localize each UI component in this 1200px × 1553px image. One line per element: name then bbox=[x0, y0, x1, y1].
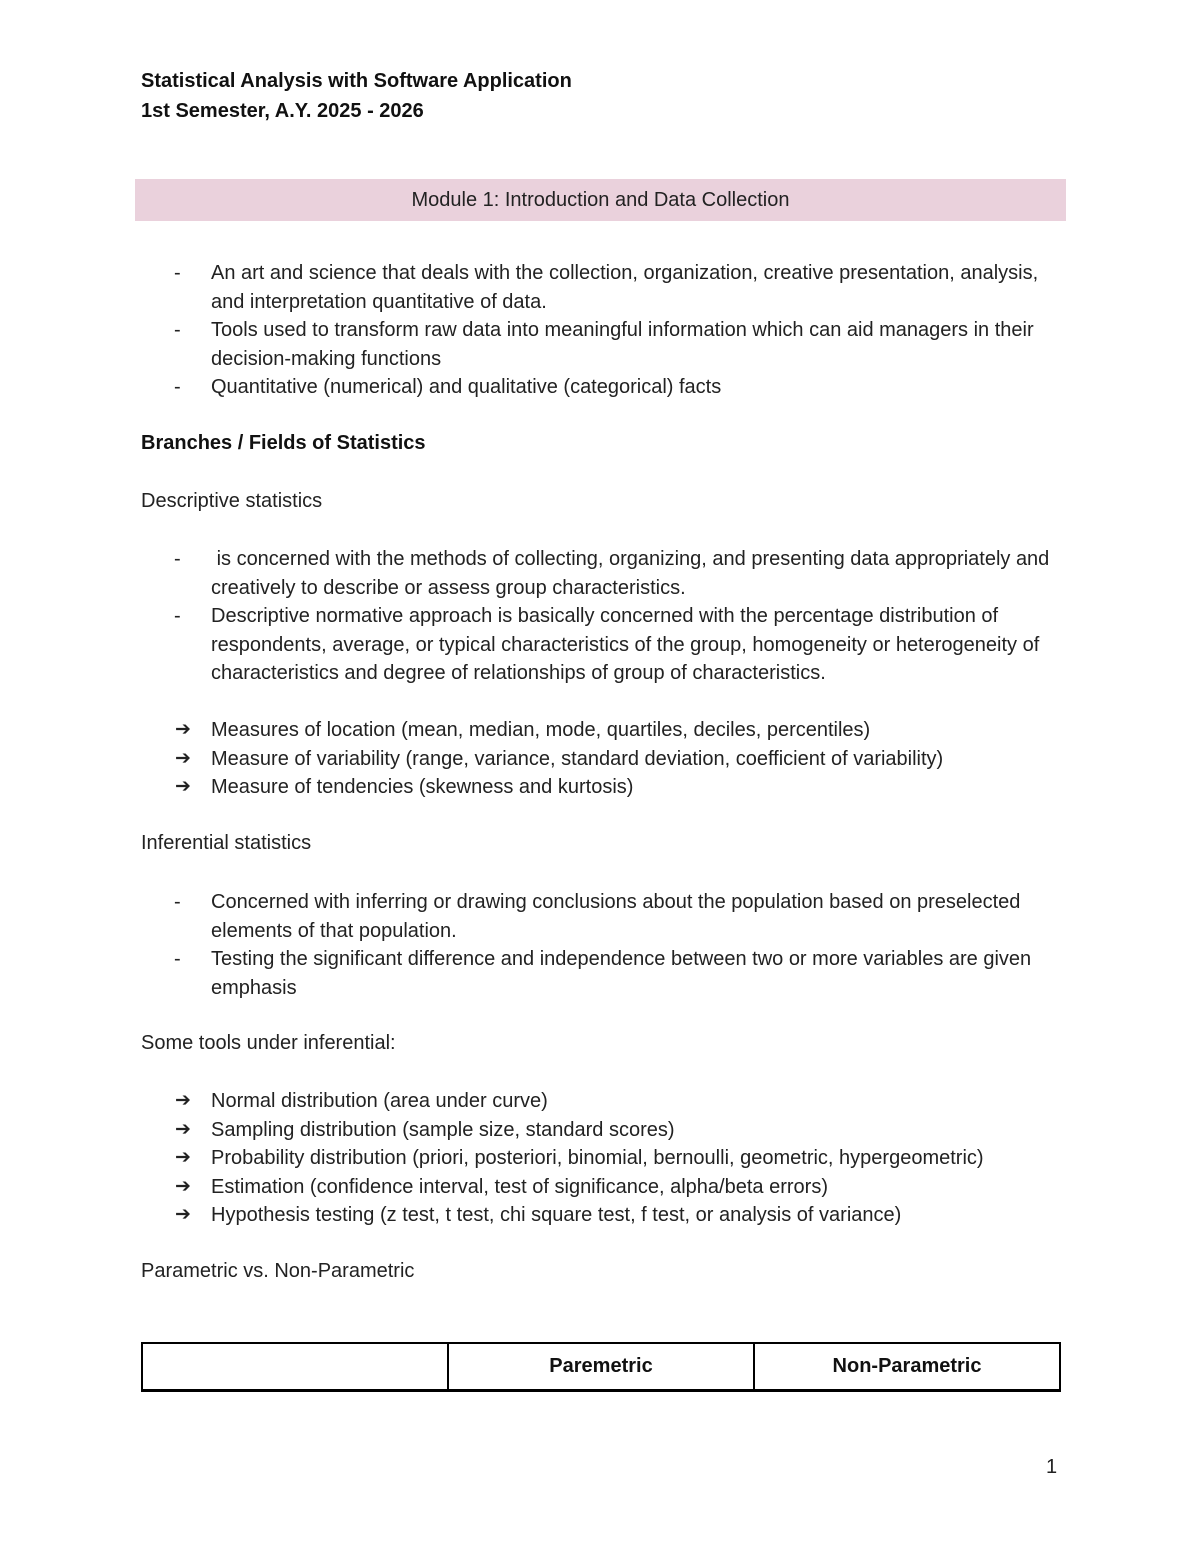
list-item: - Concerned with inferring or drawing conclusions about the population based on preselected elements of that population. bbox=[141, 888, 1061, 945]
dash-marker: - bbox=[174, 548, 181, 570]
arrow-icon: ➔ bbox=[175, 1090, 191, 1111]
inferential-tools-list bbox=[141, 1087, 1061, 1230]
list-item: ➔ Estimation (confidence interval, test of significance, alpha/beta errors) bbox=[141, 1173, 1061, 1202]
branches-heading: Branches / Fields of Statistics bbox=[141, 432, 426, 454]
list-item: - Quantitative (numerical) and qualitative (categorical) facts bbox=[141, 373, 1061, 402]
page-number: 1 bbox=[1046, 1456, 1058, 1478]
table-header-cell: Non-Parametric bbox=[754, 1343, 1060, 1391]
list-item: ➔ Measure of variability (range, variance, standard deviation, coefficient of variability) bbox=[141, 745, 1061, 774]
list-item: ➔ Normal distribution (area under curve) bbox=[141, 1087, 1061, 1116]
arrow-icon: ➔ bbox=[175, 1147, 191, 1168]
dash-marker: - bbox=[174, 262, 181, 284]
descriptive-title: Descriptive statistics bbox=[141, 490, 323, 512]
dash-marker: - bbox=[174, 319, 181, 341]
arrow-icon: ➔ bbox=[175, 719, 191, 740]
list-item: ➔ Measures of location (mean, median, mode, quartiles, deciles, percentiles) bbox=[141, 716, 1061, 745]
definition-list bbox=[141, 259, 1061, 402]
comparison-title: Parametric vs. Non-Parametric bbox=[141, 1260, 415, 1282]
arrow-icon: ➔ bbox=[175, 1204, 191, 1225]
list-item: - Tools used to transform raw data into meaningful information which can aid managers in their decision-making functions bbox=[141, 316, 1061, 373]
list-item: ➔ Hypothesis testing (z test, t test, chi square test, f test, or analysis of variance) bbox=[141, 1201, 1061, 1230]
arrow-icon: ➔ bbox=[175, 747, 191, 769]
comparison-table bbox=[141, 1342, 1061, 1392]
table-header-cell: Paremetric bbox=[448, 1343, 754, 1391]
table-header-cell bbox=[142, 1343, 448, 1391]
course-title: Statistical Analysis with Software Application bbox=[141, 70, 572, 92]
dash-marker: - bbox=[174, 605, 181, 627]
list-item: ➔ Sampling distribution (sample size, standard scores) bbox=[141, 1116, 1061, 1145]
inferential-tools-title: Some tools under inferential: bbox=[141, 1032, 396, 1054]
list-item: - An art and science that deals with the collection, organization, creative presentation, analysis, and interpretation quantitative of data. bbox=[141, 259, 1061, 316]
dash-marker: - bbox=[174, 948, 181, 970]
arrow-icon: ➔ bbox=[175, 1118, 191, 1140]
semester-label: 1st Semester, A.Y. 2025 - 2026 bbox=[141, 100, 424, 122]
list-item: - Descriptive normative approach is basically concerned with the percentage distribution of respondents, average, or typical characteristics of the group, homogeneity or heterogeneity of characteristics and degree of relationships of group of characteristics. bbox=[141, 602, 1061, 688]
list-item: ➔ Probability distribution (priori, posteriori, binomial, bernoulli, geometric, hypergeometric) bbox=[141, 1144, 1061, 1173]
arrow-icon: ➔ bbox=[175, 776, 191, 797]
table-header-row bbox=[142, 1343, 1060, 1391]
inferential-list bbox=[141, 888, 1061, 1002]
descriptive-list bbox=[141, 545, 1061, 688]
module-banner: Module 1: Introduction and Data Collection bbox=[135, 179, 1066, 221]
list-item: - Testing the significant difference and independence between two or more variables are given emphasis bbox=[141, 945, 1061, 1002]
inferential-title: Inferential statistics bbox=[141, 832, 312, 854]
list-item: - is concerned with the methods of collecting, organizing, and presenting data appropriately and creatively to describe or assess group characteristics. bbox=[141, 545, 1061, 602]
dash-marker: - bbox=[174, 891, 181, 913]
list-item: ➔ Measure of tendencies (skewness and kurtosis) bbox=[141, 773, 1061, 802]
descriptive-measures-list bbox=[141, 716, 1061, 802]
arrow-icon: ➔ bbox=[175, 1175, 191, 1197]
dash-marker: - bbox=[174, 376, 181, 398]
